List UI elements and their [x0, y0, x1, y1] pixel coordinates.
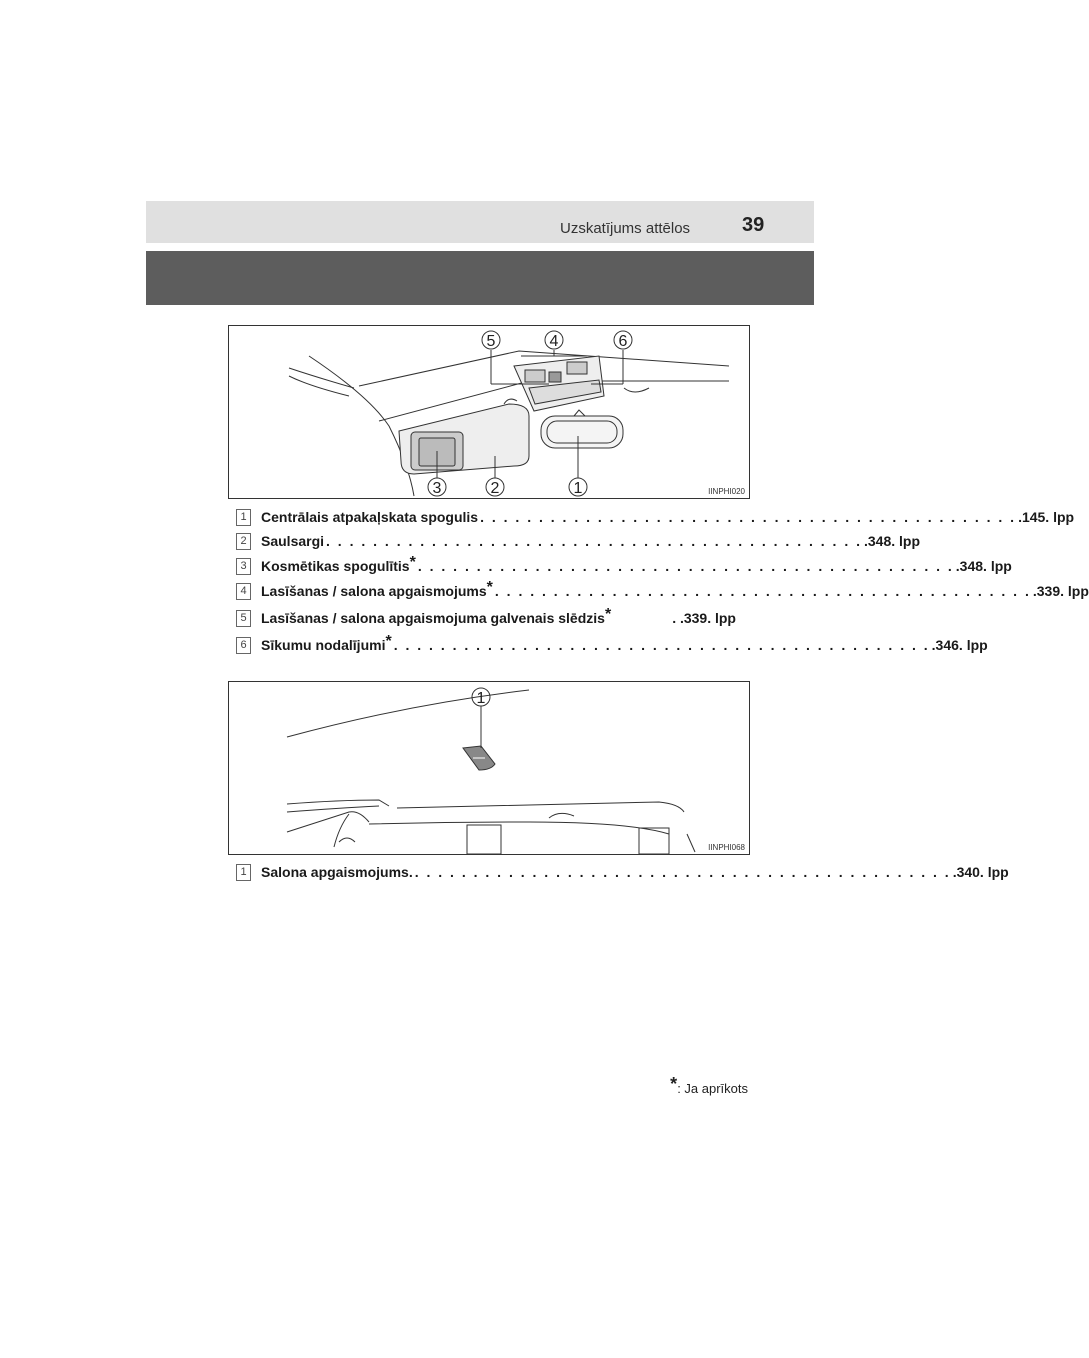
list-item — [236, 554, 1012, 576]
item-label: Saulsargi — [261, 533, 325, 549]
item-number: 6 — [236, 637, 251, 654]
list-item — [236, 579, 1089, 601]
item-label: Kosmētikas spogulītis* — [261, 554, 416, 574]
dot-leader: . . . . . . . . . . . . . . . . . . . . . . . . . . . . . . . . . . . . . . . . . . . . . . — [414, 864, 951, 880]
page-reference: .346. lpp — [931, 637, 988, 653]
callout-2: 2 — [490, 480, 500, 497]
list-item — [236, 507, 1075, 527]
list-item — [236, 633, 988, 655]
item-number: 1 — [236, 509, 251, 526]
item-label: Sīkumu nodalījumi* — [261, 633, 392, 653]
page-reference: .340. lpp — [952, 864, 1009, 880]
footnote — [670, 1074, 748, 1096]
item-label: Centrālais atpakaļskata spogulis — [261, 509, 479, 525]
item-number: 3 — [236, 558, 251, 575]
list-item — [236, 862, 1009, 882]
front-overhead-illustration — [229, 326, 749, 498]
dot-leader: . . . . . . . . . . . . . . . . . . . . . . . . . . . . . . . . . . . . . . . . . . . . . . — [480, 509, 1017, 525]
footnote-text: : Ja aprīkots — [677, 1081, 748, 1096]
optional-star: * — [604, 606, 612, 623]
list-item — [236, 531, 921, 551]
optional-star: * — [385, 633, 392, 650]
callout-1: 1 — [476, 690, 486, 707]
item-label: Lasīšanas / salona apgaismojuma galvenais slēdzis* — [261, 606, 612, 626]
page-reference: .145. lpp — [1018, 509, 1075, 525]
item-label: Salona apgaismojums. — [261, 864, 413, 880]
optional-star: * — [486, 579, 493, 596]
header-title: Uzskatījums attēlos — [560, 220, 691, 237]
figure-code: IINPHI068 — [708, 843, 745, 852]
page-reference: .348. lpp — [864, 533, 921, 549]
item-label: Lasīšanas / salona apgaismojums* — [261, 579, 493, 599]
optional-star: * — [409, 554, 416, 571]
page-reference: .348. lpp — [955, 558, 1012, 574]
callout-5: 5 — [486, 333, 496, 350]
section-band — [146, 251, 814, 305]
list-item — [236, 608, 736, 628]
dot-leader: . . . . . . . . . . . . . . . . . . . . . . . . . . . . . . . . . . . . . . . . . . . . . . — [393, 637, 930, 653]
item-number: 4 — [236, 583, 251, 600]
dot-leader: . . . . . . . . . . . . . . . . . . . . . . . . . . . . . . . . . . . . . . . . . . . . . . — [494, 583, 1031, 599]
callout-4: 4 — [549, 333, 559, 350]
footnote-star: * — [670, 1074, 678, 1094]
rear-ceiling-illustration — [229, 682, 749, 854]
page-reference: .339. lpp — [1032, 583, 1089, 599]
figure-rear-ceiling — [228, 681, 750, 855]
item-number: 5 — [236, 610, 251, 627]
header-bar — [146, 201, 814, 243]
dot-leader: . . . . . . . . . . . . . . . . . . . . . . . . . . . . . . . . . . . . . . . . . . . . . . — [417, 558, 954, 574]
callout-1: 1 — [573, 480, 583, 497]
figure-front-overhead — [228, 325, 750, 499]
item-number: 1 — [236, 864, 251, 881]
callout-3: 3 — [432, 480, 442, 497]
page-reference: . .339. lpp — [672, 610, 736, 626]
callout-6: 6 — [618, 333, 628, 350]
figure-code: IINPHI020 — [708, 487, 745, 496]
page-number: 39 — [742, 214, 765, 236]
dot-leader: . . . . . . . . . . . . . . . . . . . . . . . . . . . . . . . . . . . . . . . . . . . . . . — [326, 533, 862, 549]
item-number: 2 — [236, 533, 251, 550]
